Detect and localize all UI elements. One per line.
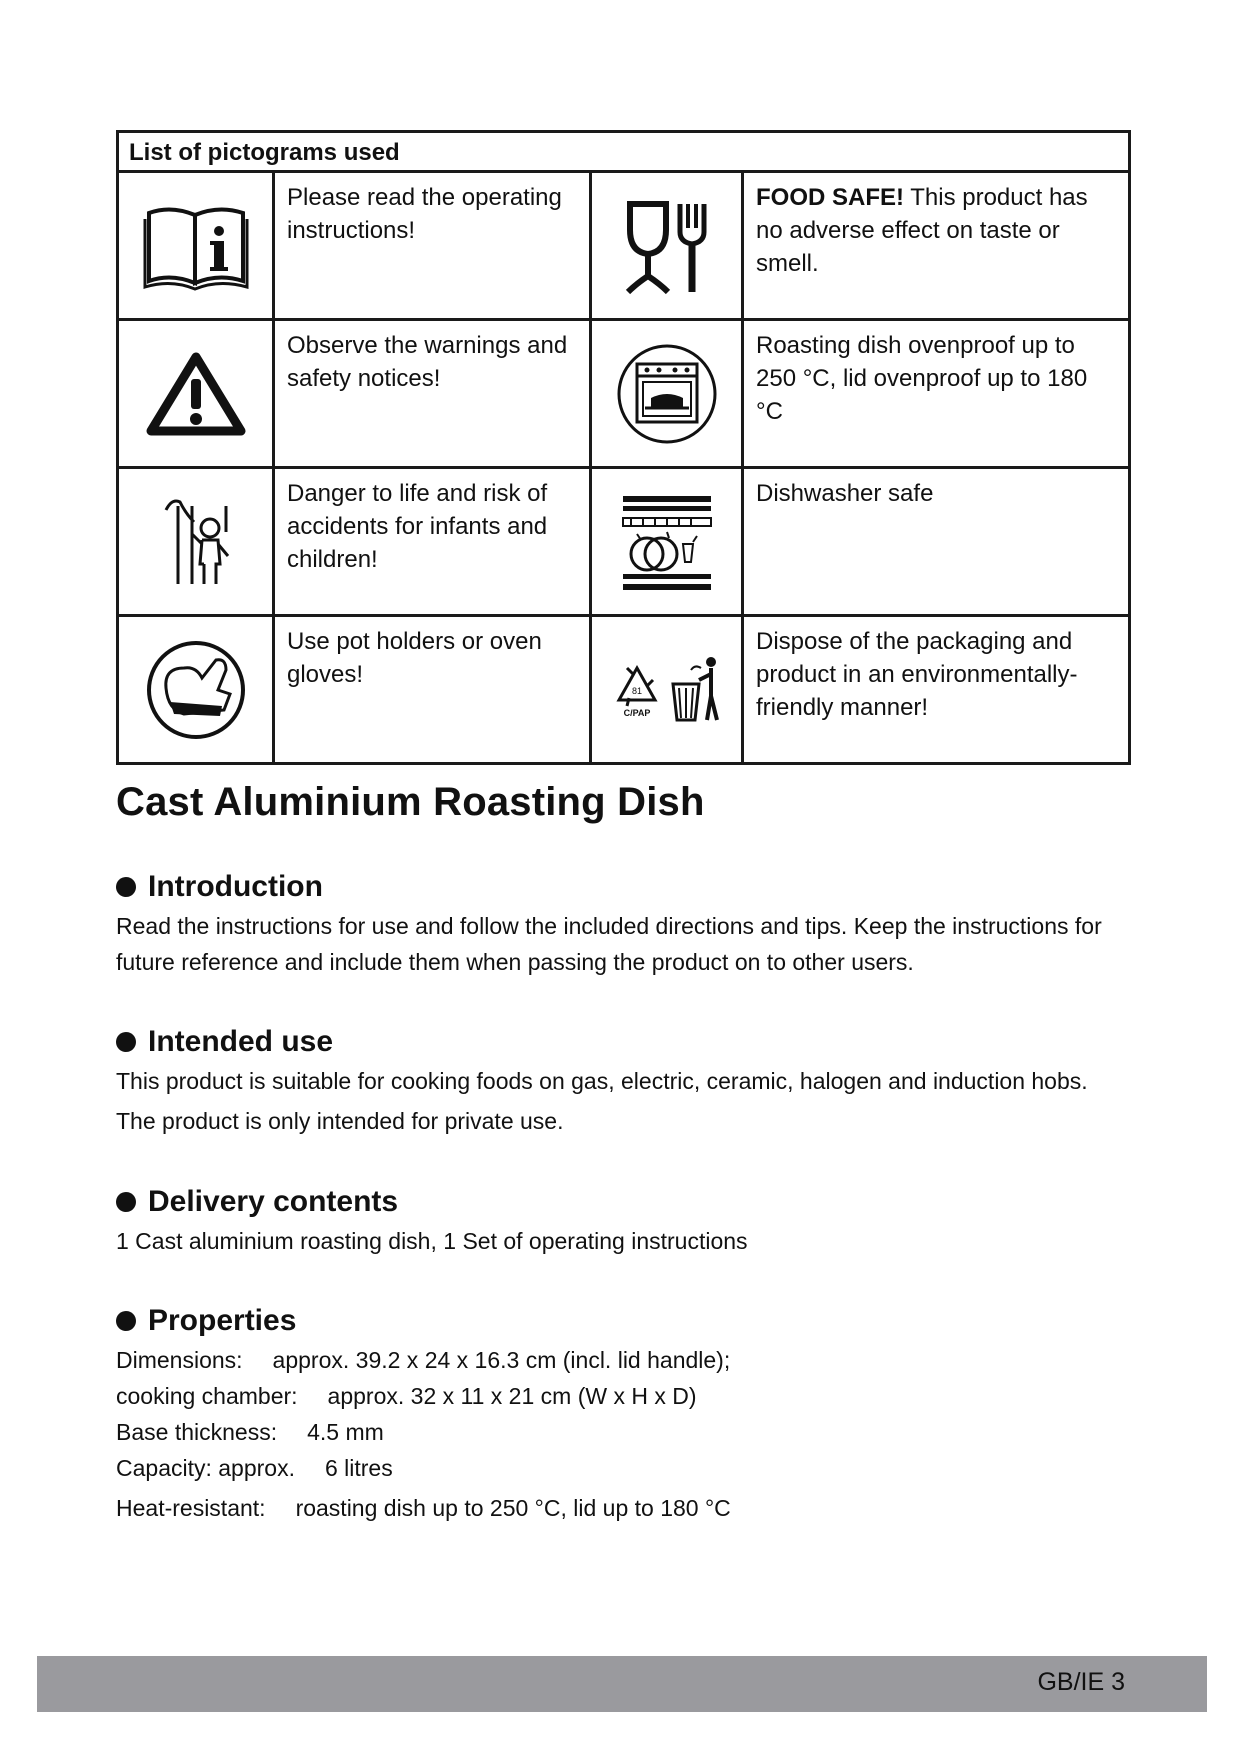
pictogram-icon-cell: [591, 616, 743, 764]
pictogram-row: [118, 172, 1130, 320]
pictogram-row: [118, 616, 1130, 764]
property-row: [116, 1490, 1136, 1526]
bullet-icon: [116, 1192, 136, 1212]
bullet-icon: [116, 877, 136, 897]
property-label: Dimensions:: [116, 1347, 243, 1373]
bullet-icon: [116, 1032, 136, 1052]
pictogram-icon-cell: [118, 172, 274, 320]
intended-use-line-1: This product is suitable for cooking foods on gas, electric, ceramic, halogen and induction hobs.: [116, 1068, 1088, 1094]
food-safe-text: This product has no adverse effect on taste or smell.: [756, 184, 1088, 277]
property-value: roasting dish up to 250 °C, lid up to 180 °C: [295, 1495, 731, 1521]
property-value: approx. 39.2 x 24 x 16.3 cm (incl. lid handle);: [272, 1347, 731, 1373]
pictogram-text: [743, 172, 1130, 320]
property-label: Base thickness:: [116, 1419, 278, 1445]
pictogram-text: Use pot holders or oven gloves!: [274, 616, 591, 764]
properties-heading: Properties: [148, 1304, 297, 1337]
pictogram-icon-cell: [591, 172, 743, 320]
property-label: Heat-resistant:: [116, 1495, 266, 1521]
footer-bar: [37, 1656, 1207, 1712]
pictogram-text: Dishwasher safe: [743, 468, 1130, 616]
section-intended-use: [116, 1025, 1136, 1139]
pictogram-row: [118, 468, 1130, 616]
oven-icon: [615, 342, 719, 446]
section-delivery-contents: [116, 1185, 1136, 1259]
property-value: approx. 32 x 11 x 21 cm (W x H x D): [327, 1383, 697, 1409]
property-row: [116, 1414, 1136, 1450]
section-heading: [116, 870, 1136, 904]
page-title: Cast Aluminium Roasting Dish: [116, 780, 705, 824]
manual-info-icon: [141, 201, 251, 291]
pictogram-icon-cell: [591, 468, 743, 616]
pictogram-icon-cell: [591, 320, 743, 468]
section-heading: [116, 1025, 1136, 1059]
delivery-text: 1 Cast aluminium roasting dish, 1 Set of operating instructions: [116, 1228, 748, 1254]
recycle-number: 81: [631, 685, 642, 696]
pictogram-text: Please read the operating instructions!: [274, 172, 591, 320]
section-properties: [116, 1304, 1136, 1526]
section-introduction: [116, 870, 1136, 980]
property-row: [116, 1342, 1136, 1378]
pictogram-text: Danger to life and risk of accidents for infants and children!: [274, 468, 591, 616]
child-danger-icon: [146, 492, 246, 592]
introduction-heading: Introduction: [148, 870, 323, 903]
pictogram-icon-cell: [118, 468, 274, 616]
pictogram-table-header: List of pictograms used: [118, 132, 1130, 172]
warning-triangle-icon: [146, 351, 246, 437]
property-label: cooking chamber:: [116, 1383, 298, 1409]
oven-glove-icon: [144, 638, 248, 742]
pictogram-text: Dispose of the packaging and product in an environmentally-friendly manner!: [743, 616, 1130, 764]
pictogram-table: [116, 130, 1131, 765]
glass-fork-icon: [622, 196, 712, 296]
property-label: Capacity: approx.: [116, 1455, 295, 1481]
property-row: [116, 1378, 1136, 1414]
pictogram-text: Observe the warnings and safety notices!: [274, 320, 591, 468]
pictogram-icon-cell: [118, 616, 274, 764]
intended-use-heading: Intended use: [148, 1025, 334, 1058]
pictogram-row: [118, 320, 1130, 468]
recycle-code: C/PAP: [623, 707, 650, 718]
intended-use-line-2: The product is only intended for private use.: [116, 1108, 564, 1134]
property-value: 6 litres: [324, 1455, 393, 1481]
page-number: GB/IE 3: [1037, 1668, 1125, 1696]
section-heading: [116, 1304, 1136, 1338]
pictogram-text: Roasting dish ovenproof up to 250 °C, lid ovenproof up to 180 °C: [743, 320, 1130, 468]
bullet-icon: [116, 1311, 136, 1331]
introduction-text: Read the instructions for use and follow the included directions and tips. Keep the instructions for future reference and include them when passing the product on to other users.: [116, 913, 1102, 975]
pictogram-icon-cell: [118, 320, 274, 468]
recycle-bin-icon: [607, 640, 727, 740]
section-heading: [116, 1185, 1136, 1219]
delivery-heading: Delivery contents: [148, 1185, 399, 1218]
property-row: [116, 1450, 1136, 1486]
property-value: 4.5 mm: [307, 1419, 384, 1445]
dishwasher-icon: [617, 492, 717, 592]
food-safe-label: FOOD SAFE!: [756, 184, 904, 211]
